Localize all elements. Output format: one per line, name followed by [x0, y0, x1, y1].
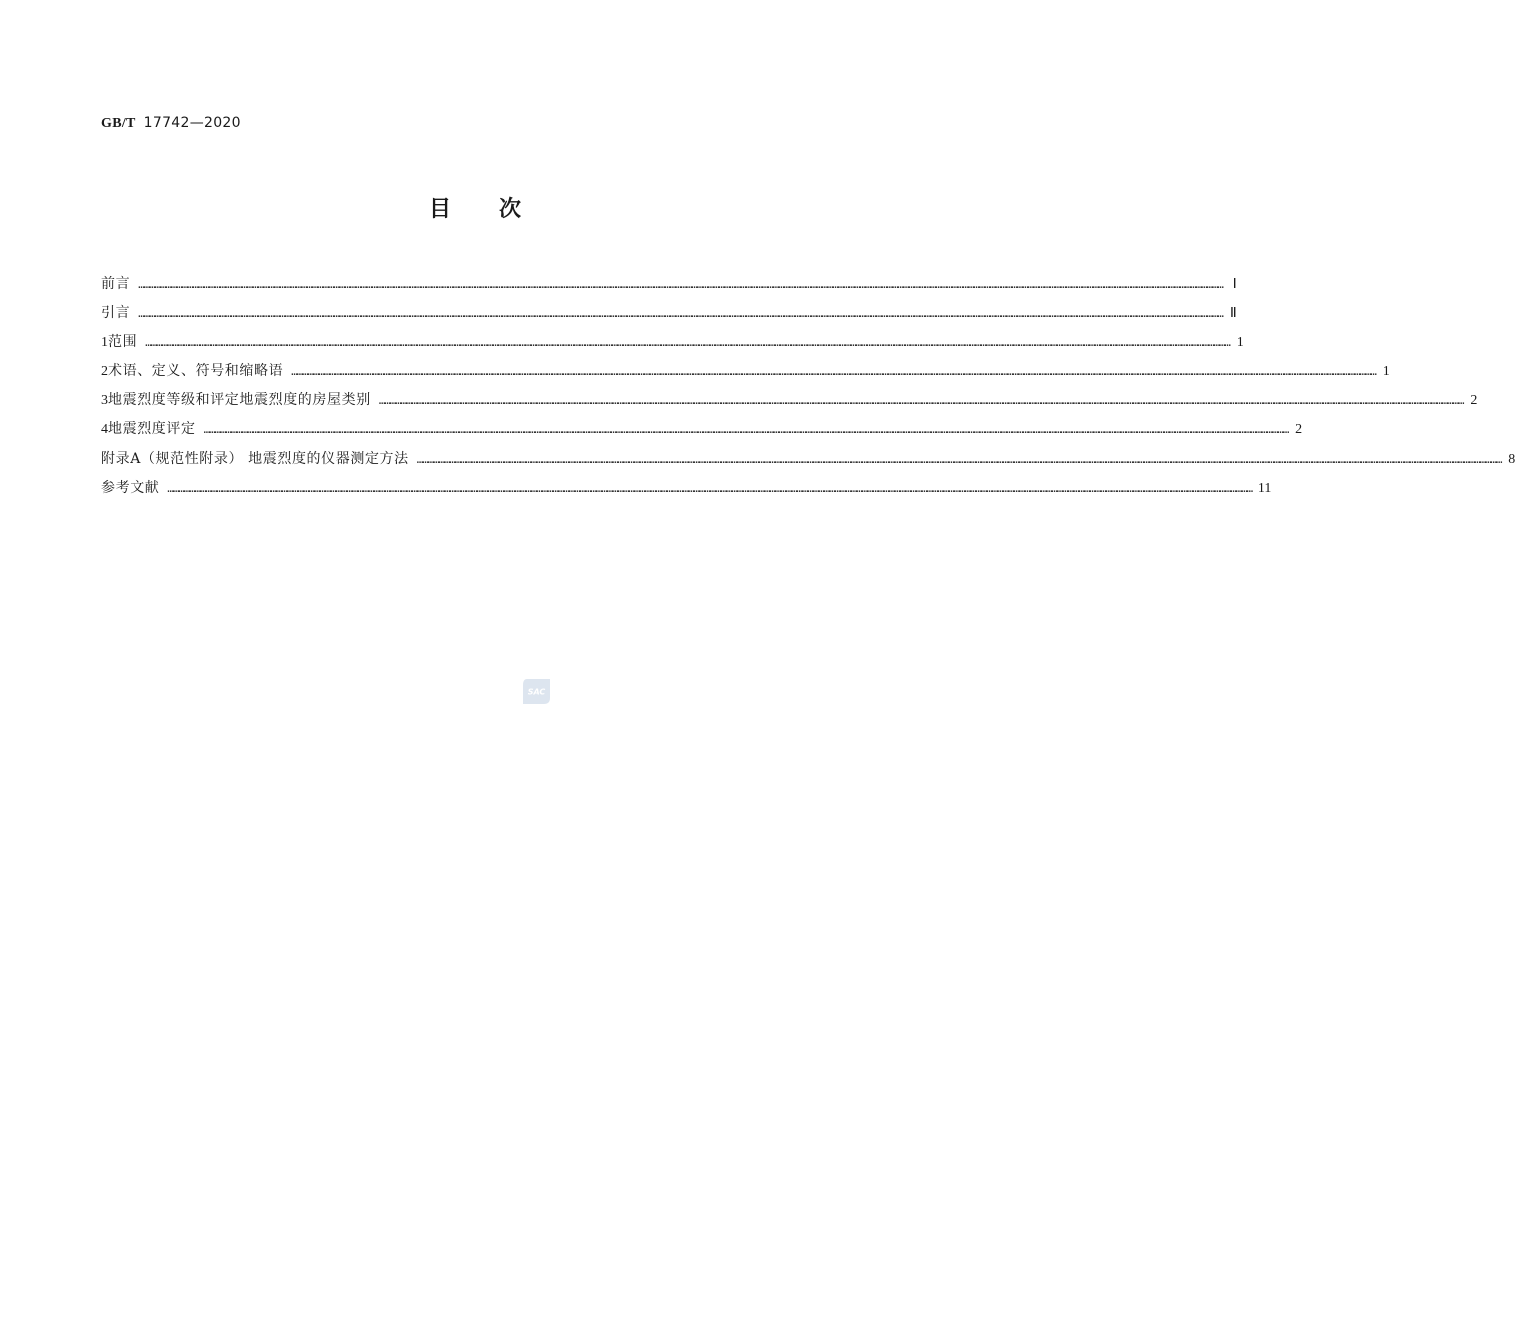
toc-entry-page: 1: [1382, 364, 1390, 380]
toc-entry-terms[interactable]: [101, 361, 1390, 390]
toc-entry-number: 4: [101, 422, 108, 438]
standard-code: [101, 114, 241, 133]
toc-entry-scope[interactable]: [101, 332, 1244, 361]
dot-leader: ……………………………………………………………………………………………………………………………………………………………………………………………………………………………………………………………………………………………………………………………………………………………………………………………………………………………………………………………………………………………………………………………………………………: [291, 365, 1376, 379]
toc-entry-intensity-scale[interactable]: [101, 390, 1478, 419]
dot-leader: ……………………………………………………………………………………………………………………………………………………………………………………………………………………………………………………………………………………………………………………………………………………………………………………………………………………………………………………………………………………………………………………………………………………: [416, 452, 1502, 466]
toc-entry-label: 参考文献: [101, 479, 160, 496]
dot-leader: ……………………………………………………………………………………………………………………………………………………………………………………………………………………………………………………………………………………………………………………………………………………………………………………………………………………………………………………………………………………………………………………………………………………: [203, 423, 1289, 437]
toc-entry-label: 地震烈度评定: [108, 421, 196, 438]
standard-number: 17742—2020: [143, 115, 241, 131]
toc-entry-number: 1: [101, 335, 108, 351]
dot-leader: ……………………………………………………………………………………………………………………………………………………………………………………………………………………………………………………………………………………………………………………………………………………………………………………………………………………………………………………………………………………………………………………………………………………: [138, 278, 1223, 291]
toc-entry-foreword[interactable]: [101, 274, 1237, 303]
toc-entry-annex-a[interactable]: [101, 449, 1515, 478]
toc-entry-page: Ⅰ: [1232, 277, 1237, 292]
standard-prefix: GB/T: [101, 116, 136, 131]
toc-entry-page: 2: [1295, 422, 1303, 438]
dot-leader: ……………………………………………………………………………………………………………………………………………………………………………………………………………………………………………………………………………………………………………………………………………………………………………………………………………………………………………………………………………………………………………………………………………………: [167, 481, 1252, 495]
toc-entry-label: 引言: [101, 305, 131, 322]
dot-leader: ……………………………………………………………………………………………………………………………………………………………………………………………………………………………………………………………………………………………………………………………………………………………………………………………………………………………………………………………………………………………………………………………………………………: [138, 307, 1223, 321]
toc-entry-label: 地震烈度等级和评定地震烈度的房屋类别: [108, 392, 371, 409]
toc-entry-page: 1: [1236, 335, 1244, 351]
toc-entry-bibliography[interactable]: [101, 478, 1272, 507]
toc-entry-page: 2: [1470, 393, 1478, 409]
toc-title: 目次: [428, 197, 569, 222]
toc-entry-label: 前言: [101, 276, 131, 292]
dot-leader: ……………………………………………………………………………………………………………………………………………………………………………………………………………………………………………………………………………………………………………………………………………………………………………………………………………………………………………………………………………………………………………………………………………………: [378, 394, 1464, 408]
watermark-text: SAC: [527, 687, 546, 697]
dot-leader: ……………………………………………………………………………………………………………………………………………………………………………………………………………………………………………………………………………………………………………………………………………………………………………………………………………………………………………………………………………………………………………………………………………………: [145, 336, 1230, 350]
table-of-contents: [101, 274, 1515, 507]
toc-entry-number: 3: [101, 393, 108, 409]
toc-entry-label: 范围: [108, 334, 138, 351]
toc-entry-intensity-assessment[interactable]: [101, 419, 1303, 448]
toc-entry-introduction[interactable]: [101, 303, 1237, 332]
toc-entry-page: Ⅱ: [1229, 306, 1237, 322]
toc-entry-number: 2: [101, 364, 108, 380]
toc-entry-label: 术语、定义、符号和缩略语: [108, 363, 284, 380]
toc-entry-page: 11: [1257, 480, 1272, 496]
sac-watermark-logo: [523, 679, 550, 704]
toc-entry-label: 附录A（规范性附录） 地震烈度的仪器测定方法: [101, 450, 409, 467]
toc-entry-page: 8: [1508, 451, 1515, 467]
